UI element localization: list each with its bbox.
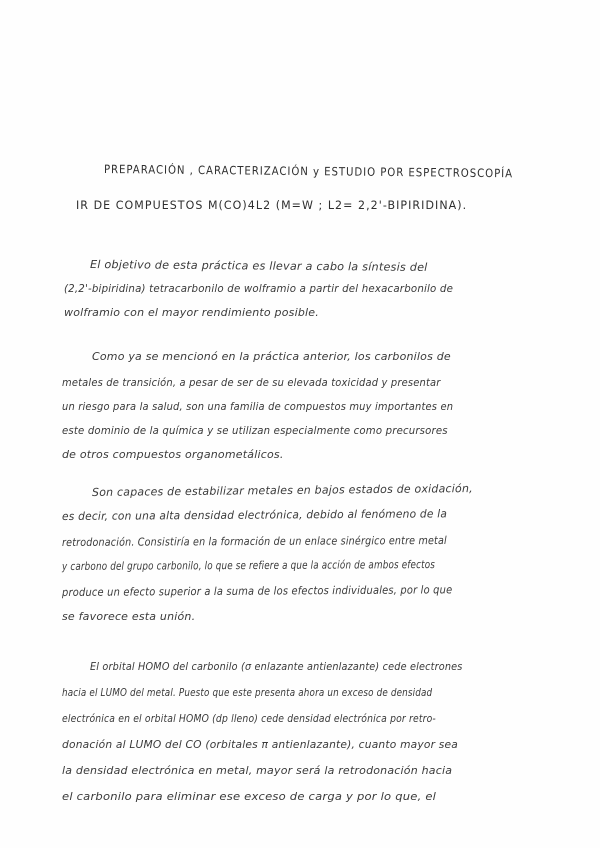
paragraph-2-line-3: un riesgo para la salud, son una familia de compuestos muy importantes en [62, 400, 454, 413]
paragraph-1-line-2: (2,2'-bipiridina) tetracarbonilo de wolframio a partir del hexacarbonilo de [64, 282, 454, 295]
document-title-line-2: IR DE COMPUESTOS M(CO)4L2 (M=W ; L2= 2,2'-BIPIRIDINA). [76, 198, 468, 212]
paragraph-4-line-2: hacia el LUMO del metal. Puesto que este presenta ahora un exceso de densidad [62, 686, 433, 699]
paragraph-3-line-4: y carbono del grupo carbonilo, lo que se refiere a que la acción de ambos efectos [61, 558, 436, 573]
paragraph-1-line-1: El objetivo de esta práctica es llevar a cabo la síntesis del [89, 258, 428, 274]
document-title-line-1: PREPARACIÓN , CARACTERIZACIÓN y ESTUDIO POR ESPECTROSCOPÍA [103, 162, 514, 181]
paragraph-4-line-6: el carbonilo para eliminar ese exceso de carga y por lo que, el [62, 790, 437, 803]
paragraph-3-line-3: retrodonación. Consistiría en la formación de un enlace sinérgico entre metal [61, 533, 447, 549]
paragraph-4-line-5: la densidad electrónica en metal, mayor será la retrodonación hacia [62, 764, 453, 777]
paragraph-1-line-3: wolframio con el mayor rendimiento posible. [64, 306, 319, 319]
paragraph-3-line-2: es decir, con una alta densidad electrónica, debido al fenómeno de la [61, 507, 448, 523]
paragraph-4-line-4: donación al LUMO del CO (orbitales π antienlazante), cuanto mayor sea [62, 738, 459, 751]
paragraph-2-line-4: este dominio de la química y se utilizan especialmente como precursores [62, 424, 448, 437]
paragraph-3-line-5: produce un efecto superior a la suma de los efectos individuales, por lo que [61, 583, 453, 599]
paragraph-3-line-1: Son capaces de estabilizar metales en bajos estados de oxidación, [91, 482, 473, 499]
paragraph-4-line-1: El orbital HOMO del carbonilo (σ enlazante antienlazante) cede electrones [90, 660, 463, 673]
paragraph-2-line-1: Como ya se mencionó en la práctica anterior, los carbonilos de [92, 350, 451, 363]
paragraph-2-line-5: de otros compuestos organometálicos. [62, 448, 284, 461]
paragraph-4-line-3: electrónica en el orbital HOMO (dp lleno) cede densidad electrónica por retro- [62, 712, 436, 725]
paragraph-2-line-2: metales de transición, a pesar de ser de su elevada toxicidad y presentar [62, 376, 441, 389]
paragraph-3-line-6: se favorece esta unión. [62, 610, 196, 623]
